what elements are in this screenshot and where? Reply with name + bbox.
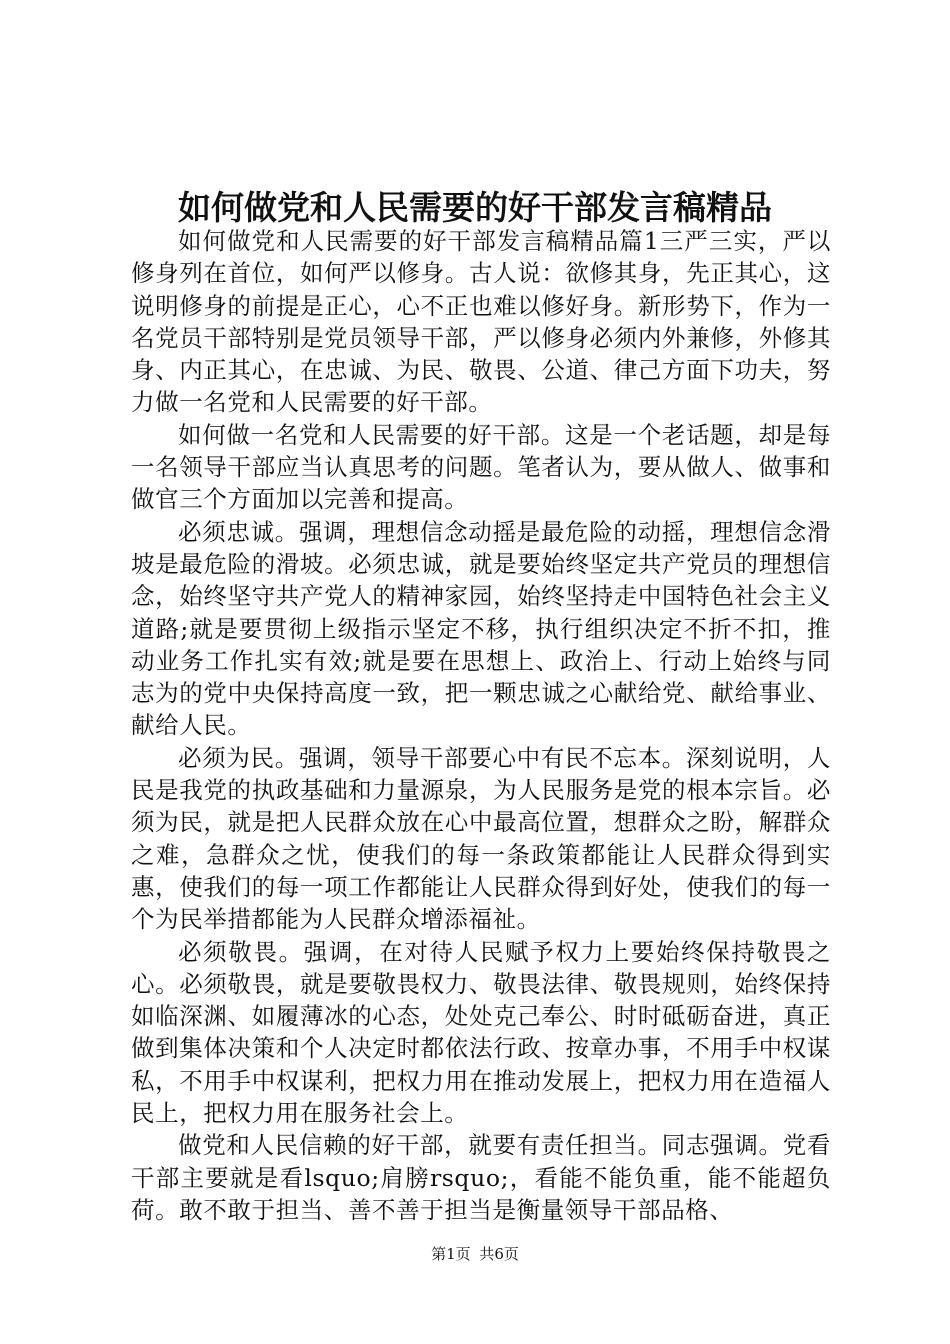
paragraph: 如何做一名党和人民需要的好干部。这是一个老话题，却是每一名领导干部应当认真思考的问题。笔者认为，要从做人、做事和做官三个方面加以完善和提高。 bbox=[131, 420, 831, 514]
document-title: 如何做党和人民需要的好干部发言稿精品 bbox=[178, 188, 772, 227]
paragraph: 必须忠诚。强调，理想信念动摇是最危险的动摇，理想信念滑坡是最危险的滑坡。必须忠诚，就是要始终坚定共产党员的理想信念，始终坚守共产党人的精神家园，始终坚持走中国特色社会主义道路;就是要贯彻上级指示坚定不移，执行组织决定不折不扣，推动业务工作扎实有效;就是要在思想上、政治上、行动上始终与同志为的党中央保持高度一致，把一颗忠诚之心献给党、献给事业、献给人民。 bbox=[131, 517, 831, 740]
paragraph: 必须敬畏。强调，在对待人民赋予权力上要始终保持敬畏之心。必须敬畏，就是要敬畏权力、敬畏法律、敬畏规则，始终保持如临深渊、如履薄冰的心态，处处克己奉公、时时砥砺奋进，真正做到集体决策和个人决定时都依法行政、按章办事，不用手中权谋私，不用手中权谋利，把权力用在推动发展上，把权力用在造福人民上，把权力用在服务社会上。 bbox=[131, 937, 831, 1128]
page-total: 共6页 bbox=[479, 1245, 519, 1263]
paragraph: 必须为民。强调，领导干部要心中有民不忘本。深刻说明，人民是我党的执政基础和力量源泉，为人民服务是党的根本宗旨。必须为民，就是把人民群众放在心中最高位置，想群众之盼，解群众之难，急群众之忧，使我们的每一条政策都能让人民群众得到实惠，使我们的每一项工作都能让人民群众得到好处，使我们的每一个为民举措都能为人民群众增添福祉。 bbox=[131, 743, 831, 934]
page-number: 第1页 bbox=[431, 1245, 471, 1263]
page-footer bbox=[0, 1244, 950, 1264]
paragraph: 做党和人民信赖的好干部，就要有责任担当。同志强调。党看干部主要就是看lsquo;肩膀rsquo;，看能不能负重，能不能超负荷。敢不敢于担当、善不善于担当是衡量领导干部品格、 bbox=[131, 1131, 831, 1224]
paragraph: 如何做党和人民需要的好干部发言稿精品篇1三严三实，严以修身列在首位，如何严以修身。古人说：欲修其身，先正其心，这说明修身的前提是正心，心不正也难以修好身。新形势下，作为一名党员干部特别是党员领导干部，严以修身必须内外兼修，外修其身、内正其心，在忠诚、为民、敬畏、公道、律己方面下功夫，努力做一名党和人民需要的好干部。 bbox=[131, 227, 831, 417]
document-body bbox=[131, 225, 831, 1226]
